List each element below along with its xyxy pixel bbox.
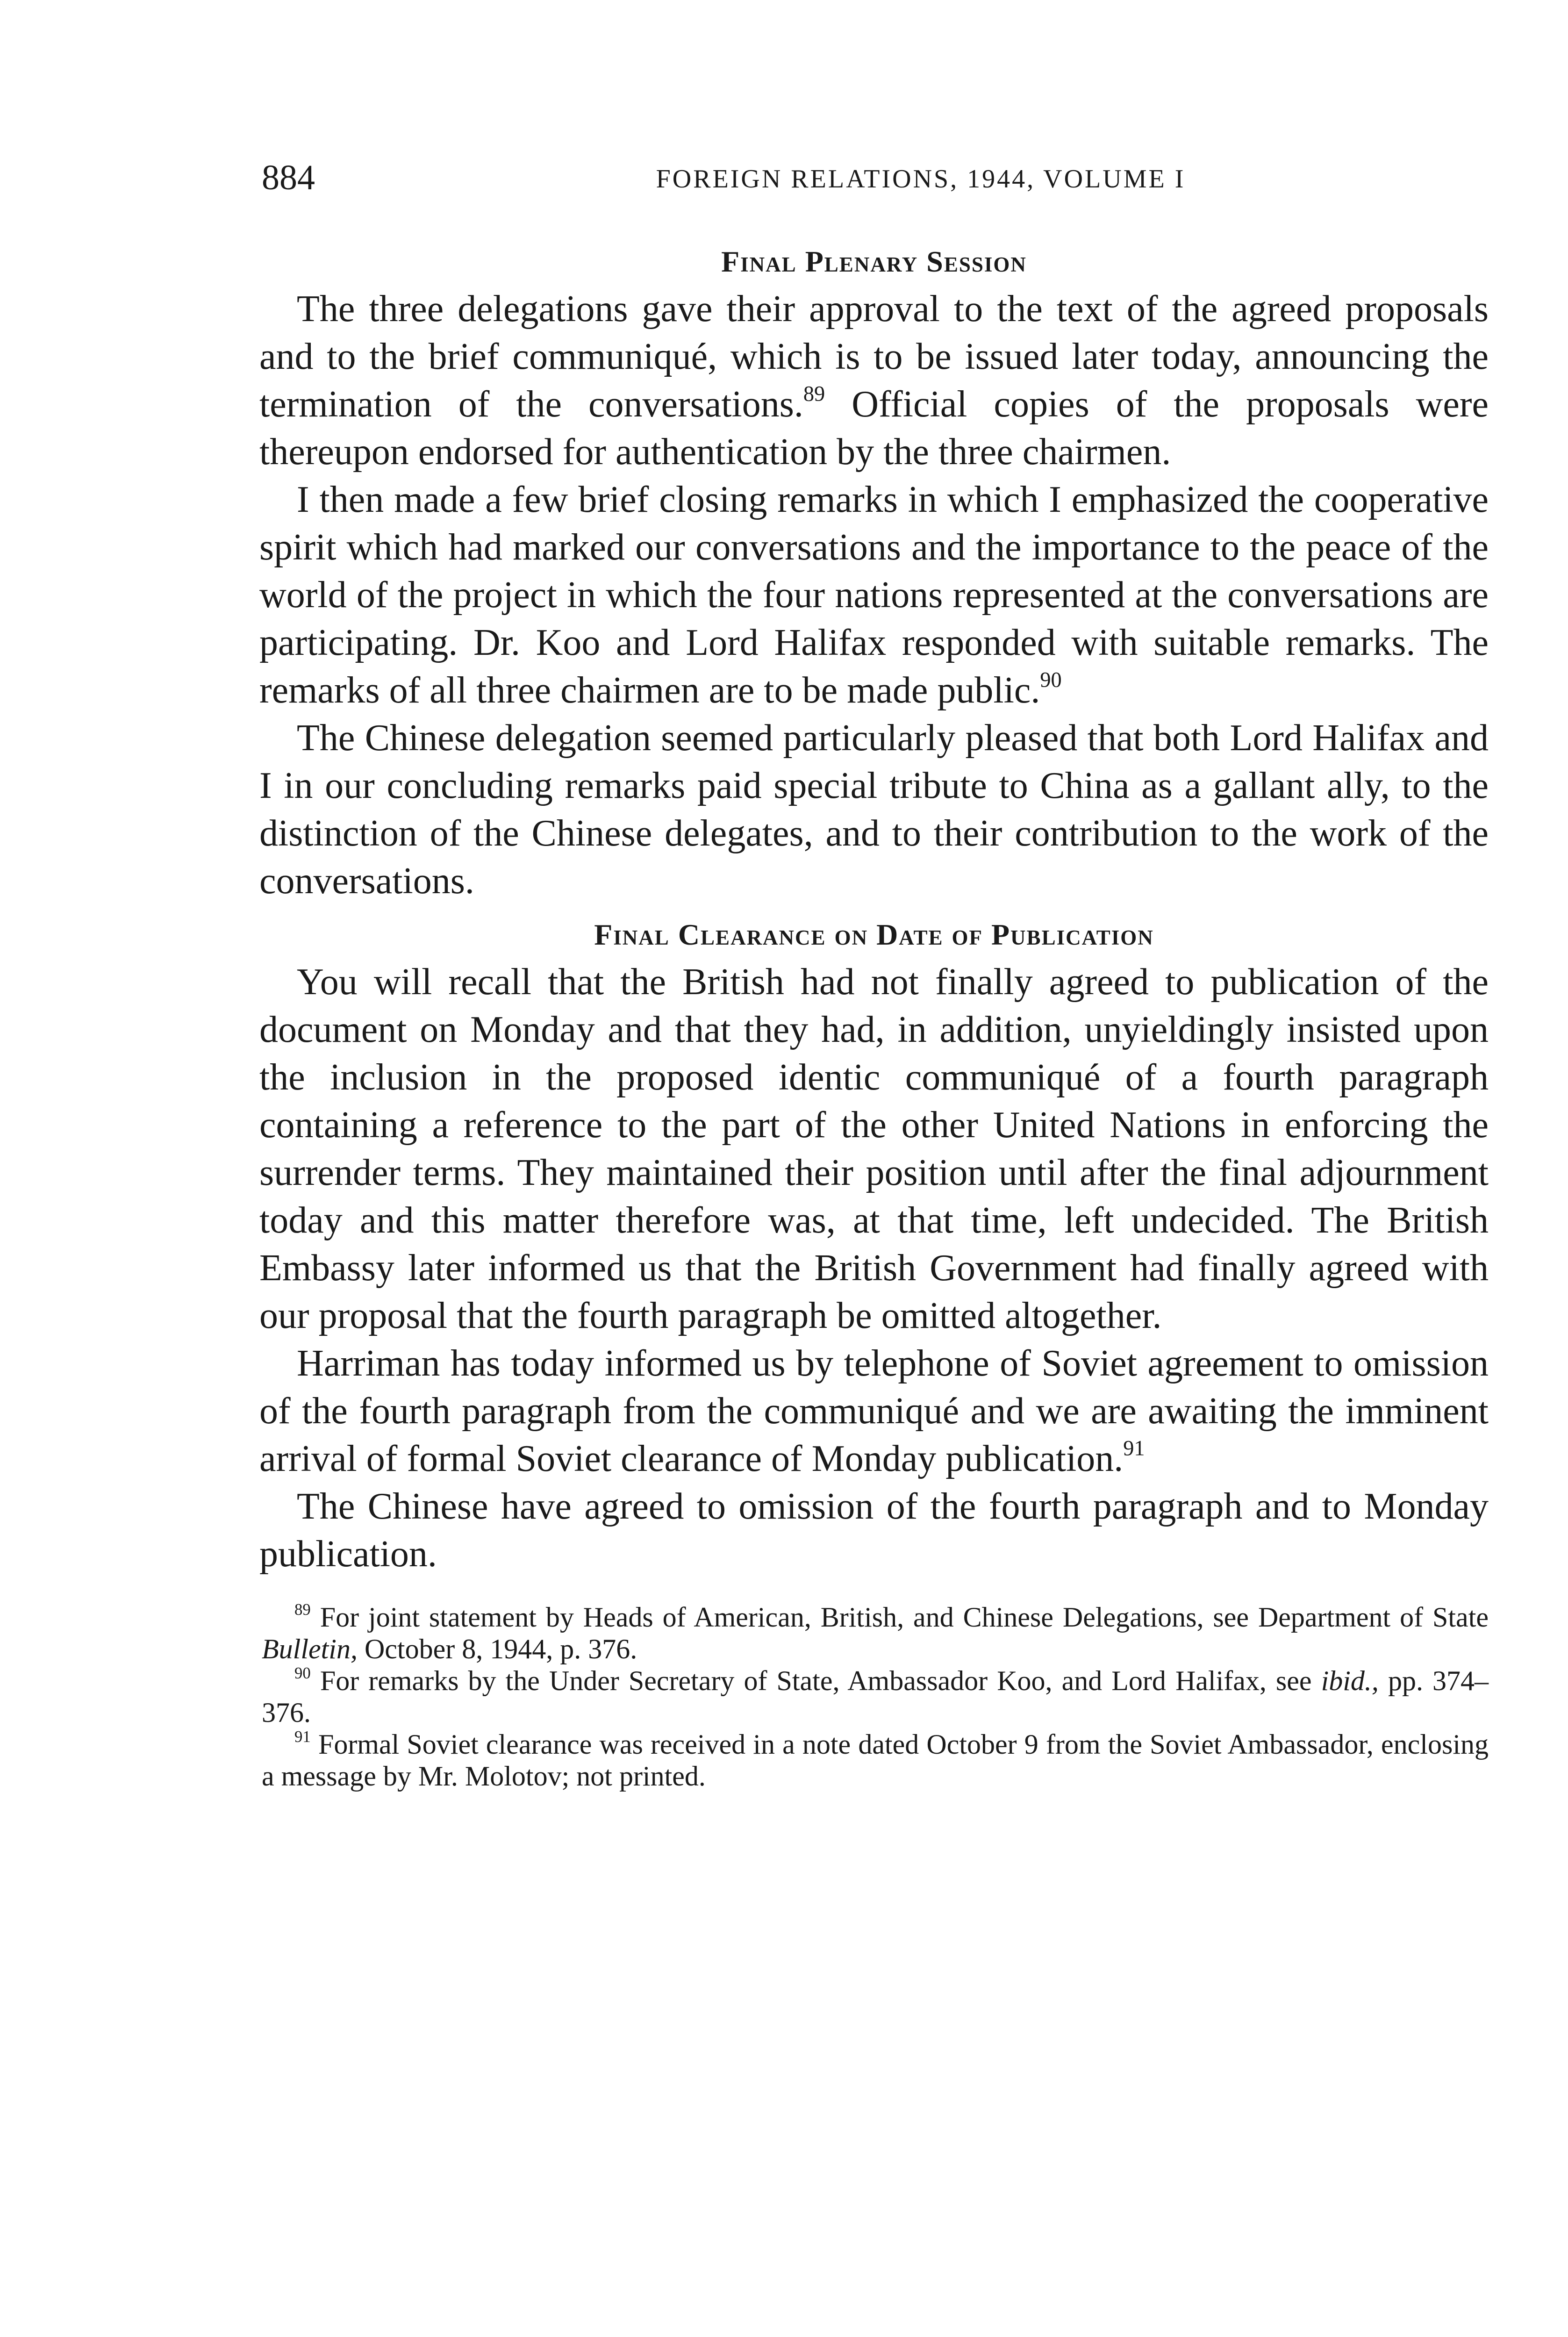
footnote-text: Formal Soviet clearance was received in a note dated October 9 from the Soviet Ambassador, enclosing a message by Mr. Molotov; not printed. — [262, 1729, 1489, 1792]
paragraph-text: Harriman has today informed us by telephone of Soviet agreement to omission of the fourth paragraph from the communiqué and we are awaiting the imminent arrival of formal Soviet clearance of Monday publication. — [259, 1343, 1489, 1479]
paragraph-text: Official copies of the proposals were thereupon endorsed for authentication by the three chairmen. — [259, 384, 1489, 473]
footnote — [262, 1728, 1489, 1792]
section-final-clearance — [259, 911, 1489, 1578]
paragraph-text: I then made a few brief closing remarks in which I emphasized the cooperative spirit which had marked our conversations and the importance to the peace of the world of the project in which the four nations represented at the conversations are participating. Dr. Koo and Lord Halifax responded with suitable remarks. The remarks of all three chairmen are to be made public. — [259, 479, 1489, 711]
running-head: FOREIGN RELATIONS, 1944, VOLUME I — [656, 165, 1186, 194]
footnote-reference: 90 — [1040, 668, 1062, 692]
section-heading: Final Clearance on Date of Publication — [594, 918, 1154, 951]
page-body — [259, 238, 1489, 1792]
footnotes — [259, 1601, 1489, 1792]
paragraph-text: The three delegations gave their approval to the text of the agreed proposals and to the brief communiqué, which is to be issued later today, announcing the termination of the conversations. — [259, 288, 1489, 425]
footnote-reference: 91 — [1123, 1436, 1145, 1461]
paragraph — [259, 1483, 1489, 1578]
footnote-citation: Bulletin, — [262, 1634, 358, 1664]
footnote-reference: 89 — [803, 382, 825, 406]
paragraph-text: The Chinese have agreed to omission of the fourth paragraph and to Monday publication. — [259, 1486, 1489, 1575]
paragraph — [259, 476, 1489, 714]
section-heading: Final Plenary Session — [721, 245, 1027, 278]
page-header — [262, 154, 1514, 206]
paragraph — [259, 285, 1489, 476]
footnote-text: For joint statement by Heads of American, British, and Chinese Delegations, see Department of State — [310, 1602, 1489, 1633]
footnote-marker: 89 — [294, 1600, 311, 1619]
paragraph-text: The Chinese delegation seemed particularly pleased that both Lord Halifax and I in our concluding remarks paid special tribute to China as a gallant ally, to the distinction of the Chinese delegates, and to their contribution to the work of the conversations. — [259, 717, 1489, 902]
footnote-marker: 91 — [294, 1727, 311, 1746]
footnote — [262, 1665, 1489, 1728]
paragraph-text: You will recall that the British had not finally agreed to publication of the document on Monday and that they had, in addition, unyieldingly insisted upon the inclusion in the proposed identic communiqué of a fourth paragraph containing a reference to the part of the other United Nations in enforcing the surrender terms. They maintained their position until after the final adjournment today and this matter therefore was, at that time, left undecided. The British Embassy later informed us that the British Government had finally agreed with our proposal that the fourth paragraph be omitted altogether. — [259, 961, 1489, 1336]
footnote-marker: 90 — [294, 1663, 311, 1682]
footnote-text: pp. 374–376. — [262, 1665, 1489, 1728]
page-number: 884 — [262, 158, 315, 197]
section-final-plenary-session — [259, 238, 1489, 905]
footnote — [262, 1601, 1489, 1665]
paragraph — [259, 958, 1489, 1340]
paragraph — [259, 714, 1489, 905]
footnote-text: October 8, 1944, p. 376. — [357, 1634, 637, 1664]
paragraph — [259, 1340, 1489, 1483]
footnote-text: For remarks by the Under Secretary of State, Ambassador Koo, and Lord Halifax, see — [310, 1665, 1321, 1696]
footnote-citation: ibid., — [1321, 1665, 1379, 1696]
